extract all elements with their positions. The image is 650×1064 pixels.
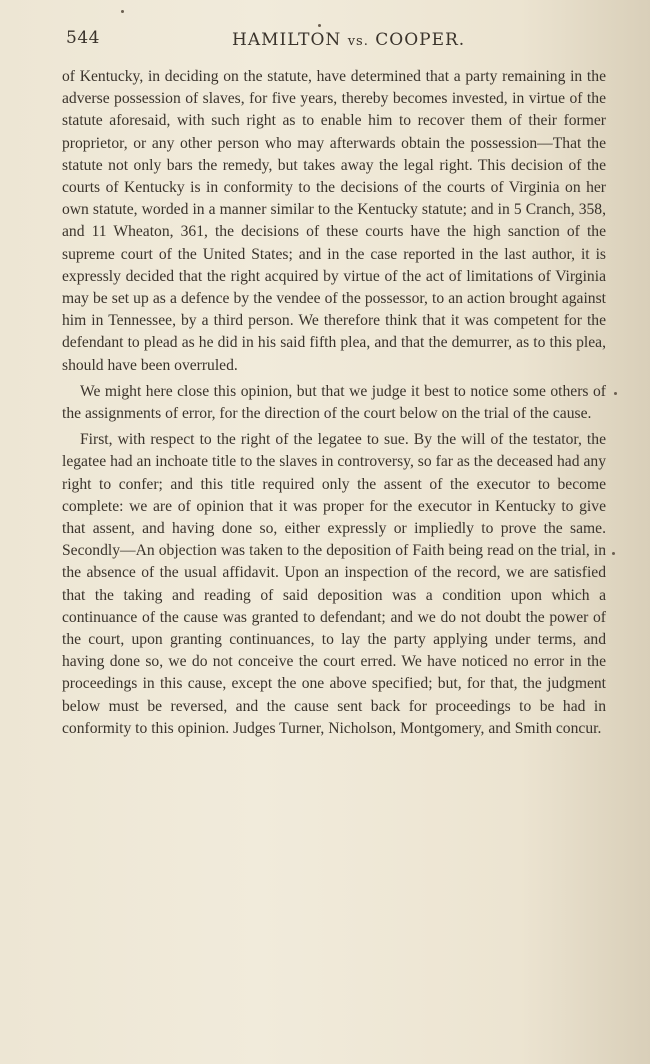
paragraph: First, with respect to the right of the legatee to sue. By the will of the testator, the legatee had an inchoate title to the slaves in controversy, so far as the deceased had any right to confer; and this title required only the assent of the executor to become complete: we are of opinion that it was proper for the executor in Kentucky to give that assent, and having done so, either expressly or impliedly to prove the same. Secondly—An objection was taken to the deposition of Faith being read on the trial, in the absence of the usual affidavit. Upon an inspection of the record, we are satisfied that the taking and reading of said deposition was a condition upon which a continuance of the cause was granted to defendant; and we do not doubt the power of the court, upon granting continuances, to lay the party applying under terms, and having done so, we do not conceive the court erred. We have noticed no error in the proceedings in this cause, except the one above specified; but, for that, the judgment below must be reversed, and the cause sent back for proceedings to be had in conformity to this opinion. Judges Turner, Nicholson, Montgomery, and Smith concur. (62, 431, 606, 737)
running-head-left: HAMILTON (232, 30, 342, 50)
paragraph-continued: of Kentucky, in deciding on the statute, have determined that a party remaining in the adverse possession of slaves, for five years, thereby becomes invested, in virtue of the statute aforesaid, with such right as to enable him to recover them of their former proprietor, or any other person who may afterwards obtain the possession—That the statute not only bars the remedy, but takes away the legal right. This decision of the courts of Kentucky is in conformity to the decisions of the courts of Virginia on her own statute, worded in a manner similar to the Kentucky statute; and in 5 Cranch, 358, and 11 Wheaton, 361, the decisions of these courts have the high sanction of the supreme court of the United States; and in the case reported in the last author, it is expressly decided that the right acquired by virtue of the act of limitations of Virginia may be set up as a defence by the vendee of the possessor, to an action brought against him in Tennessee, by a third person. We therefore think that it was competent for the defendant to plead as he did in his said fifth plea, and that the demurrer, as to this plea, should have been overruled. (62, 68, 606, 374)
print-speck (318, 24, 321, 27)
page-header (0, 22, 650, 62)
print-speck (612, 552, 615, 555)
page-number: 544 (66, 28, 100, 48)
body-text (62, 66, 606, 740)
running-head-vs: vs. (347, 34, 369, 49)
print-speck (121, 10, 124, 13)
running-head (232, 30, 465, 50)
running-head-right: COOPER. (375, 30, 466, 50)
paragraph: We might here close this opinion, but that we judge it best to notice some others of the assignments of error, for the direction of the court below on the trial of the cause. (62, 382, 606, 423)
print-speck (614, 392, 617, 395)
